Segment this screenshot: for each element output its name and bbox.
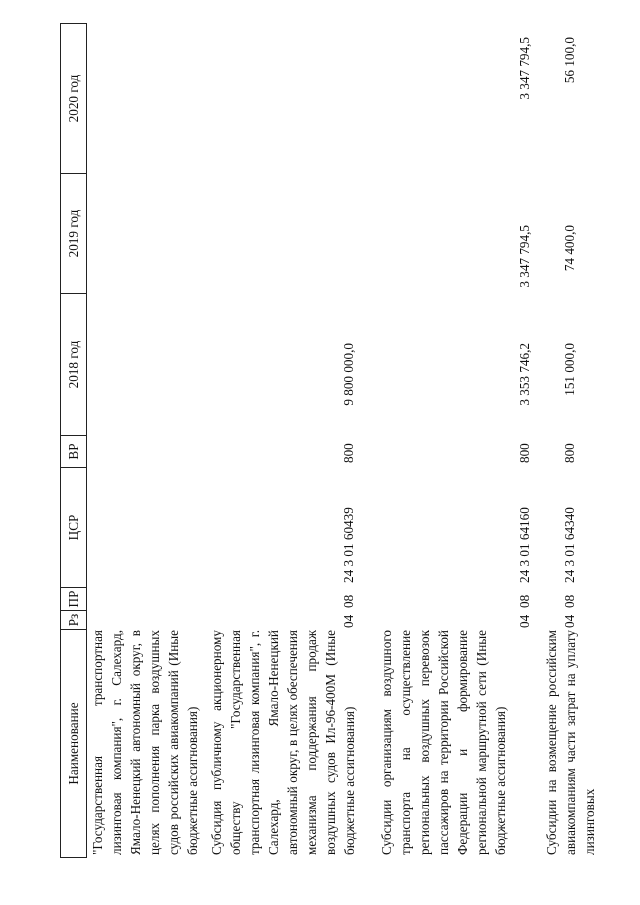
header-2020: 2020 год xyxy=(66,74,81,123)
row-2018: 9 800 000,0 xyxy=(341,343,356,406)
row-pr: 08 xyxy=(562,594,577,608)
row-name: Субсидии организациям воздушного транспорта на осуществление региональных воздушных перевозок пассажиров на территории Российской Федерации и формирование региональной маршрутной сети (Иные бюджетные ассигнования) xyxy=(379,630,508,855)
header-rz: Рз xyxy=(61,610,86,629)
row-2018: 151 000,0 xyxy=(562,343,577,396)
row-2020: 56 100,0 xyxy=(562,37,577,84)
header-pr: ПР xyxy=(61,587,86,610)
table-header xyxy=(60,23,87,858)
row-vr: 800 xyxy=(517,443,532,463)
row-csr: 24 3 01 64160 xyxy=(517,507,532,583)
row-2020: 3 347 794,5 xyxy=(517,37,532,100)
row-pr: 08 xyxy=(341,594,356,608)
header-csr: ЦСР xyxy=(61,467,86,587)
row-2019: 74 400,0 xyxy=(562,225,577,272)
row-vr: 800 xyxy=(562,443,577,463)
budget-table xyxy=(60,23,616,858)
table-row xyxy=(377,23,539,858)
header-name: Наименование xyxy=(61,629,86,857)
row-name: "Государственная транспортная лизинговая компания", г. Салехард, Ямало-Ненецкий автономный округ, в целях пополнения парка воздушных судов российских авиакомпаний (Иные бюджетные ассигнования) xyxy=(90,630,200,855)
row-rz: 04 xyxy=(341,614,356,628)
table-row xyxy=(542,23,616,858)
row-rz: 04 xyxy=(562,614,577,628)
header-2019: 2019 год xyxy=(61,173,86,293)
row-rz: 04 xyxy=(517,614,532,628)
table-row xyxy=(203,23,373,858)
row-2018: 3 353 746,2 xyxy=(517,343,532,406)
row-csr: 24 3 01 64340 xyxy=(562,507,577,583)
row-2019: 3 347 794,5 xyxy=(517,225,532,288)
row-vr: 800 xyxy=(341,443,356,463)
row-name: Субсидии на возмещение российским авиакомпаниям части затрат на уплату лизинговых xyxy=(544,630,597,855)
row-pr: 08 xyxy=(517,594,532,608)
table-row xyxy=(88,23,203,858)
row-name: Субсидия публичному акционерному обществу "Государственная транспортная лизинговая компания", г. Салехард, Ямало-Ненецкий автономный округ, в целях обеспечения механизма поддержания продаж воздушных судов Ил-96-400М (Иные бюджетные ассигнования) xyxy=(209,630,357,855)
header-2018: 2018 год xyxy=(61,293,86,435)
row-csr: 24 3 01 60439 xyxy=(341,507,356,583)
header-vr: ВР xyxy=(61,435,86,467)
